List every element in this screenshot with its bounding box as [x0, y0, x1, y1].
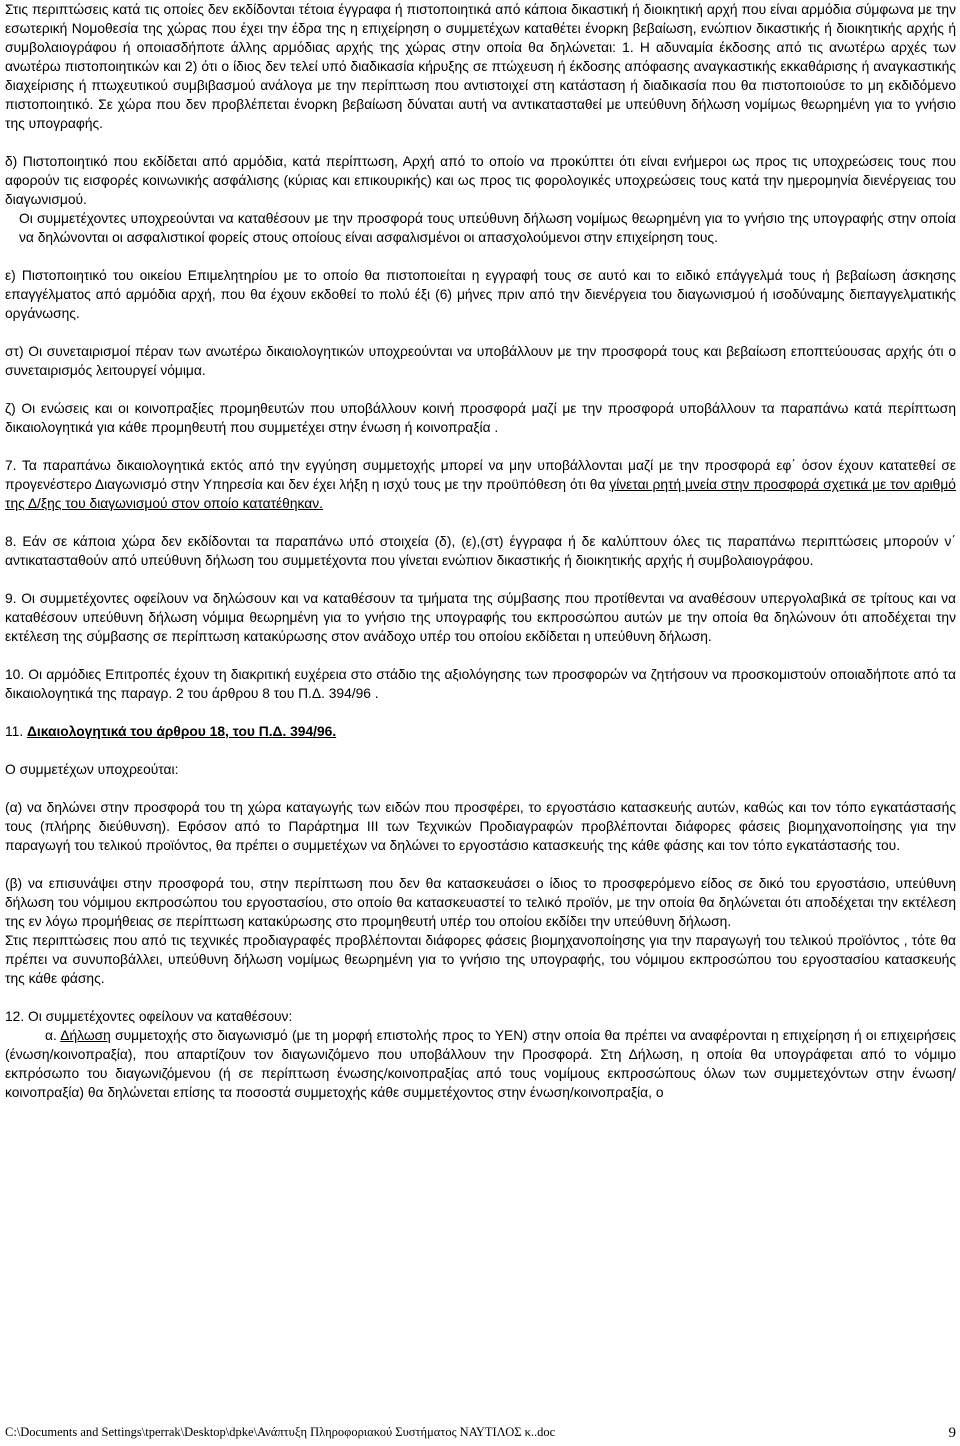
footer-file-path: C:\Documents and Settings\tperrak\Desktop\dpke\Ανάπτυξη Πληροφοριακού Συστήματος ΝΑΥΤΙΛΟΣ κ..doc — [5, 1425, 556, 1439]
paragraph-10: 10. Οι αρμόδιες Επιτροπές έχουν τη διακριτική ευχέρεια στο στάδιο της αξιολόγησης των προσφορών να ζητήσουν να προσκομιστούν οποιαδήποτε από τα δικαιολογητικά της παραγρ. 2 του άρθρου 8 του Π.Δ. 394/96 . — [5, 667, 956, 701]
paragraph-7 — [5, 456, 956, 513]
paragraph-obligation: Ο συμμετέχων υποχρεούται: — [5, 762, 179, 777]
paragraph-12a-number: α. — [45, 1028, 61, 1043]
paragraph-z: ζ) Οι ενώσεις και οι κοινοπραξίες προμηθευτών που υποβάλλουν κοινή προσφορά μαζί με την προσφορά υποβάλλουν τα παραπάνω κατά περίπτωση δικαιολογητικά για κάθε προμηθευτή που συμμετέχει στην ένωση ή κοινοπραξία . — [5, 401, 956, 435]
paragraph-8: 8. Εάν σε κάποια χώρα δεν εκδίδονται τα παραπάνω υπό στοιχεία (δ), (ε),(στ) έγγραφα ή δε καλύπτουν όλες τις παραπάνω περιπτώσεις μπορούν ν΄ αντικατασταθούν από υπεύθυνη δήλωση του συμμετέχοντα που γίνεται ενώπιον δικαστικής ή διοικητικής αρχής ή συμβολαιογράφου. — [5, 534, 956, 568]
heading-11-title: Δικαιολογητικά του άρθρου 18, του Π.Δ. 394/96. — [27, 724, 337, 739]
paragraph-delta: δ) Πιστοποιητικό που εκδίδεται από αρμόδια, κατά περίπτωση, Αρχή από το οποίο να προκύπτει ότι είναι ενήμεροι ως προς τις υποχρεώσεις τους που αφορούν τις εισφορές κοινωνικής ασφάλισης (κύριας και επικουρικής) και ως προς τις φορολογικές υποχρεώσεις τους κατά την ημερομηνία διενέργειας του διαγωνισμού. — [5, 154, 956, 207]
document-page — [5, 0, 956, 1102]
paragraph-7-text: 7. Τα παραπάνω δικαιολογητικά εκτός από την εγγύηση συμμετοχής μπορεί να μην υποβάλλονται μαζί με την προσφορά εφ΄ όσον έχουν κατατεθεί σε προγενέστερο Διαγωνισμό στην Υπηρεσία και δεν έχει λήξη η ισχύ τους με την προϋπόθεση ότι θα — [5, 458, 956, 492]
paragraph-12a-text: συμμετοχής στο διαγωνισμό (με τη μορφή επιστολής προς το ΥΕΝ) στην οποία θα πρέπει να αναφέρονται η επιχείρηση ή οι επιχειρήσεις (ένωση/κοινοπραξία), που απαρτίζουν τον διαγωνιζόμενο που υποβάλλουν την Προσφορά. Στη Δήλωση, η οποία θα υπογράφεται από το νόμιμο εκπρόσωπο του διαγωνιζόμενου (ή σε περίπτωση ένωσης/κοινοπραξίας από τους νομίμους εκπροσώπους όλων των συμμετεχόντων στην ένωση/κοινοπραξία) θα δηλώνεται επίσης τα ποσοστά συμμετοχής κάθε συμμετέχοντος στην ένωση/κοινοπραξία, ο — [5, 1028, 956, 1100]
paragraph-b: (β) να επισυνάψει στην προσφορά του, στην περίπτωση που δεν θα κατασκευάσει ο ίδιος το προσφερόμενο είδος σε δικό του εργοστάσιο, υπεύθυνη δήλωση του νόμιμου εκπροσώπου του εργοστασίου, στο οποίο θα κατασκευαστεί το τελικό προϊόν, με την οποία θα δηλώνεται ότι αποδέχεται την εκτέλεση της εν λόγω προμήθειας σε περίπτωση κατακύρωσης στο προμηθευτή υπέρ του οποίου εκδίδει την υπεύθυνη δήλωση. — [5, 876, 956, 929]
heading-11 — [5, 722, 956, 741]
page-number: 9 — [948, 1425, 956, 1441]
paragraph-b-phases: Στις περιπτώσεις που από τις τεχνικές προδιαγραφές προβλέπονται διάφορες φάσεις βιομηχανοποίησης για την παραγωγή του τελικού προϊόντος , τότε θα πρέπει να συνυποβάλλει, υπεύθυνη δήλωση νομίμως θεωρημένη για το γνήσιο της υπογραφής, του νόμιμου εκπροσώπου του εργοστασίου κατασκευής της κάθε φάσης. — [5, 933, 956, 986]
paragraph-12a-declaration: Δήλωση — [60, 1028, 111, 1043]
paragraph-7-underlined: γίνεται ρητή μνεία στην προσφορά σχετικά με τον αριθμό της Δ/ξης του διαγωνισμού στον οποίο κατατέθηκαν. — [5, 477, 956, 511]
paragraph-a: (α) να δηλώνει στην προσφορά του τη χώρα καταγωγής των ειδών που προσφέρει, το εργοστάσιο κατασκευής αυτών, καθώς και τον τόπο εγκατάστασής τους (πλήρης διεύθυνση). Εφόσον από το Παράρτημα ΙΙΙ των Τεχνικών Προδιαγραφών προβλέπονται διάφορες φάσεις βιομηχανοποίησης για την παραγωγή του τελικού προϊόντος, θα πρέπει ο συμμετέχων να δηλώνει το εργοστάσιο κατασκευής της κάθε φάσης και τον τόπο εγκατάστασής του. — [5, 800, 956, 853]
heading-11-number: 11. — [5, 724, 27, 739]
paragraph-12a — [5, 1026, 956, 1102]
paragraph-intro: Στις περιπτώσεις κατά τις οποίες δεν εκδίδονται τέτοια έγγραφα ή πιστοποιητικά από κάποια δικαστική ή διοικητική αρχή που είναι αρμόδια σύμφωνα με την εσωτερική Νομοθεσία της χώρας που έχει την έδρα της η επιχείρηση ο συμμετέχων καταθέτει ένορκη βεβαίωση, ενώπιον δικαστικής ή διοικητικής αρχής ή συμβολαιογράφου ή οποιασδήποτε άλλης αρμόδιας αρχής της χώρας στην οποία θα δηλώνεται: 1. Η αδυναμία έκδοσης από τις ανωτέρω αρχές των ανωτέρω πιστοποιητικών και 2) ότι ο ίδιος δεν τελεί υπό διαδικασία κήρυξης σε πτώχευση ή έκδοσης απόφασης αναγκαστικής εκκαθάρισης ή αναγκαστικής διαχείρισης ή πτωχευτικού συμβιβασμού ανάλογα με την περίπτωση που αντιστοιχεί στη κατάσταση ή διαδικασία που θα πιστοποιούσε το μη εκδιδόμενο πιστοποιητικό. Σε χώρα που δεν προβλέπεται ένορκη βεβαίωση δύναται αυτή να αντικατασταθεί με υπεύθυνη δήλωση νομίμως θεωρημένη για το γνήσιο της υπογραφής. — [5, 2, 956, 131]
paragraph-epsilon: ε) Πιστοποιητικό του οικείου Επιμελητηρίου με το οποίο θα πιστοποιείται η εγγραφή τους σε αυτό και το ειδικό επάγγελμά τους ή βεβαίωση άσκησης επαγγέλματος από αρμόδια αρχή, που θα έχουν εκδοθεί το πολύ έξι (6) μήνες πριν από την διενέργεια του διαγωνισμού ή ισοδύναμης διεπαγγελματικής οργάνωσης. — [5, 268, 956, 321]
paragraph-delta-insurance: Οι συμμετέχοντες υποχρεούνται να καταθέσουν με την προσφορά τους υπεύθυνη δήλωση νομίμως θεωρημένη για το γνήσιο της υπογραφής στην οποία να δηλώνονται οι ασφαλιστικοί φορείς στους οποίους είναι ασφαλισμένοι οι απασχολούμενοι στην επιχείρηση τους. — [19, 211, 956, 245]
paragraph-12: 12. Οι συμμετέχοντες οφείλουν να καταθέσουν: — [5, 1009, 293, 1024]
paragraph-9: 9. Οι συμμετέχοντες οφείλουν να δηλώσουν και να καταθέσουν τα τμήματα της σύμβασης που προτίθενται να αναθέσουν υπεργολαβικά σε τρίτους και να καταθέσουν υπεύθυνη δήλωση νόμιμα θεωρημένη για το γνήσιο της υπογραφής του εκπροσώπου αυτών με την οποία θα δηλώνουν ότι αποδέχεται την εκτέλεση της σύμβασης σε περίπτωση κατακύρωσης στον ανάδοχο υπέρ του οποίου εκδίδεται η υπεύθυνη δήλωση. — [5, 591, 956, 644]
paragraph-st: στ) Οι συνεταιρισμοί πέραν των ανωτέρω δικαιολογητικών υποχρεούνται να υποβάλλουν με την προσφορά τους και βεβαίωση εποπτεύουσας αρχής ότι ο συνεταιρισμός λειτουργεί νόμιμα. — [5, 344, 956, 378]
